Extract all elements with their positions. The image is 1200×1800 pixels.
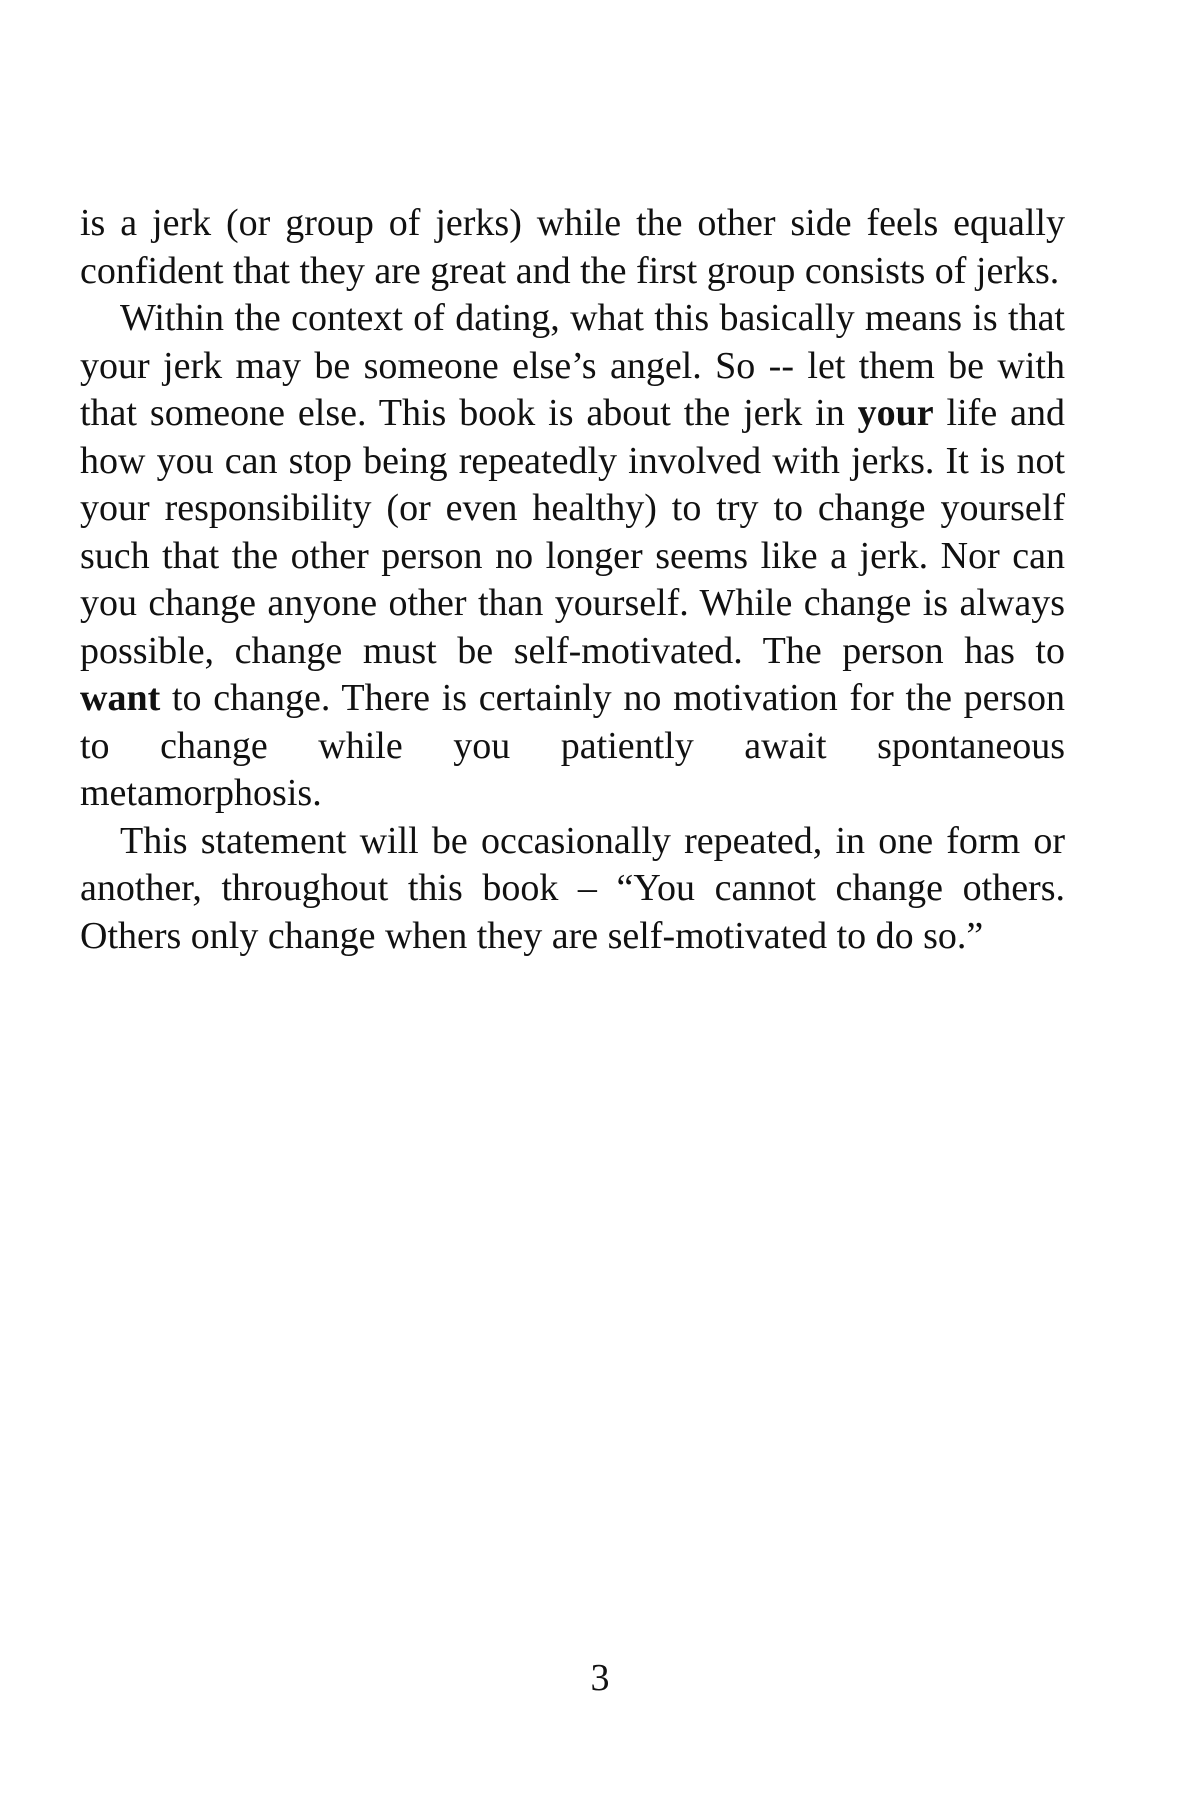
paragraph-2-part-2: life and how you can stop being repeatedly involved with jerks. It is not your responsibility (or even healthy) to try to change yourself such that the other person no longer seems like a jerk. Nor can you change anyone other than yourself. While change is always possible, change must be self-motivated. The person has to [80, 392, 1065, 672]
body-text [80, 200, 1065, 960]
paragraph-2 [80, 295, 1065, 818]
paragraph-2-part-1: Within the context of dating, what this basically means is that your jerk may be someone else’s angel. So -- let them be with that someone else. This book is about the jerk in [80, 297, 1065, 434]
page-number: 3 [590, 1657, 610, 1699]
paragraph-3 [80, 818, 1065, 961]
paragraph-2-part-3: to change. There is certainly no motivation for the person to change while you patiently await spontaneous metamorphosis. [80, 677, 1065, 814]
paragraph-3-text: This statement will be occasionally repeated, in one form or another, throughout this book – “You cannot change others. Others only change when they are self-motivated to do so.” [80, 819, 1065, 957]
emphasis-want: want [80, 677, 161, 719]
paragraph-1-text: is a jerk (or group of jerks) while the other side feels equally confident that they are great and the first group consists of jerks. [80, 202, 1065, 292]
emphasis-your: your [857, 392, 934, 434]
paragraph-1 [80, 200, 1065, 295]
